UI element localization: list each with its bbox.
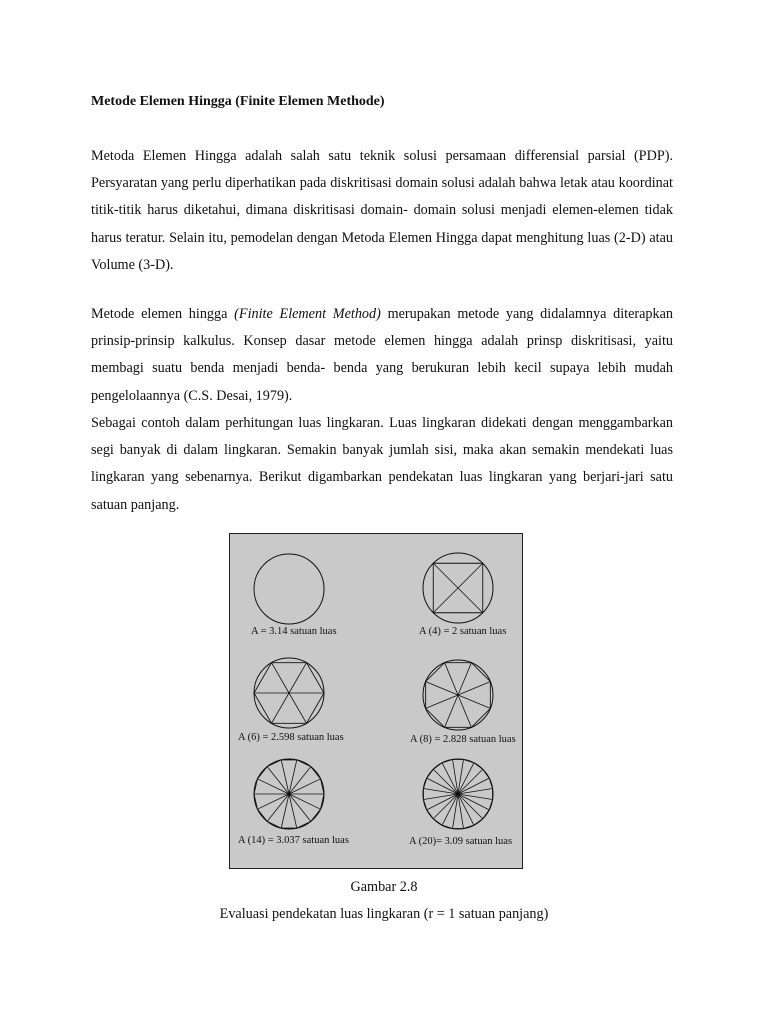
spoke-14-sides-1 [289,794,321,809]
circle-circle [254,554,324,624]
spoke-4-sides-2 [433,563,458,588]
paragraph-2 [91,301,673,410]
figure-caption-number: Gambar 2.8 [350,879,418,895]
panel-label-8-sides: A (8) = 2.828 satuan luas [410,734,516,745]
paragraph-2-lead: Metode elemen hingga [91,306,228,322]
paragraph-1: Metoda Elemen Hingga adalah salah satu teknik solusi persamaan differensial parsial (PDP). Persyaratan yang perlu diperhatikan pada diskritisasi domain solusi adalah bahwa letak atau koordinat titik-titik harus diketahui, dimana diskritisasi domain- domain solusi menjadi elemen-elemen tidak harus teratur. Selain itu, pemodelan dengan Metoda Elemen Hingga dapat menghitung luas (2-D) atau Volume (3-D). [91,148,673,273]
panel-label-4-sides: A (4) = 2 satuan luas [419,626,507,637]
paragraph-2-emphasis: (Finite Element Method) [234,306,381,322]
document-title: Metode Elemen Hingga (Finite Elemen Methode) [91,94,385,109]
paragraph-2-rest: merupakan metode yang didalamnya diterapkan prinsip-prinsip kalkulus. Konsep dasar metode elemen hingga adalah prinsp diskritisasi, yaitu membagi suatu benda menjadi benda- benda yang berukuran lebih kecil supaya lebih mudah pengelolaannya (C.S. Desai, 1979). [91,306,673,404]
spoke-6-sides-5 [289,663,307,693]
panel-label-20-sides: A (20)= 3.09 satuan luas [409,836,513,847]
panel-label-14-sides: A (14) = 3.037 satuan luas [238,835,349,846]
spoke-4-sides-3 [458,563,483,588]
spoke-14-sides-8 [257,779,289,794]
panel-4-sides [423,553,493,623]
spoke-14-sides-13 [289,779,321,794]
polygon-approximation-figure [229,533,523,869]
spoke-6-sides-2 [272,693,290,723]
panel-label-6-sides: A (6) = 2.598 satuan luas [238,732,344,743]
spoke-6-sides-1 [289,693,307,723]
spoke-14-sides-6 [257,794,289,809]
panel-20-sides [423,759,493,829]
panel-14-sides [254,759,324,829]
panel-label-circle: A = 3.14 satuan luas [251,626,337,637]
panel-6-sides [254,658,324,728]
figure-caption-text: Evaluasi pendekatan luas lingkaran (r = 1 satuan panjang) [219,906,549,922]
panel-circle [254,554,324,624]
figure-drawing [230,534,524,870]
spoke-4-sides-1 [433,588,458,613]
spoke-4-sides-0 [458,588,483,613]
paragraph-3: Sebagai contoh dalam perhitungan luas lingkaran. Luas lingkaran didekati dengan menggambarkan segi banyak di dalam lingkaran. Semakin banyak jumlah sisi, maka akan semakin mendekati luas lingkaran yang sebenarnya. Berikut digambarkan pendekatan luas lingkaran yang berjari-jari satu satuan panjang. [91,415,673,513]
spoke-6-sides-4 [272,663,290,693]
panel-8-sides [423,660,493,730]
